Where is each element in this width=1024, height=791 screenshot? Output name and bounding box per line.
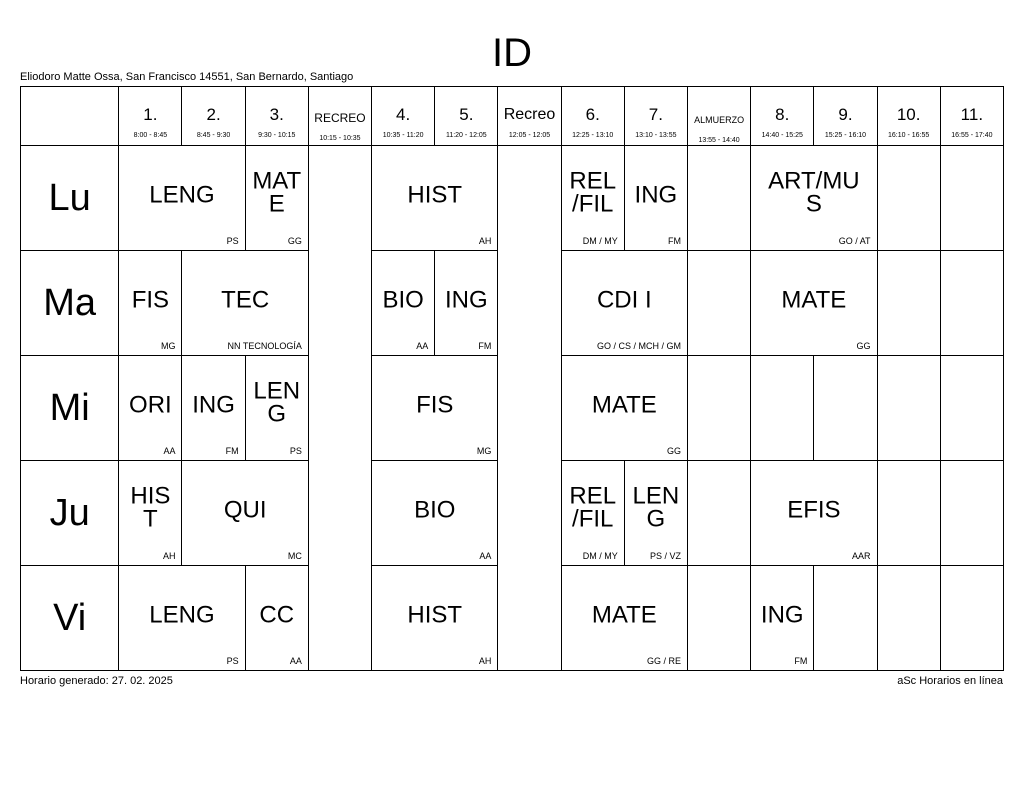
lesson-cell bbox=[561, 146, 624, 251]
teacher-label: AA bbox=[416, 341, 429, 351]
subject-label: MATE bbox=[781, 286, 847, 314]
period-time: 13:10 - 13:55 bbox=[635, 132, 677, 139]
subject-label: BIO bbox=[382, 286, 424, 314]
period-time: 9:30 - 10:15 bbox=[258, 132, 296, 139]
subject-label: QUI bbox=[223, 496, 267, 524]
day-label: Ma bbox=[21, 251, 119, 356]
subject-label: LEN G bbox=[253, 377, 301, 428]
break-column bbox=[308, 146, 371, 671]
period-time: 15:25 - 16:10 bbox=[824, 132, 867, 139]
empty-cell bbox=[877, 251, 940, 356]
subject-label: MATE bbox=[591, 391, 657, 419]
period-number: 1. bbox=[143, 105, 158, 124]
subject-label: LENG bbox=[149, 601, 215, 629]
period-header bbox=[624, 87, 687, 146]
period-time: 12:05 - 12:05 bbox=[508, 132, 551, 139]
brand-credit: aSc Horarios en línea bbox=[897, 675, 1003, 687]
break-column bbox=[498, 146, 561, 671]
period-number: 4. bbox=[396, 105, 411, 124]
subject-label: LEN G bbox=[632, 482, 680, 533]
lesson-cell bbox=[372, 461, 498, 566]
teacher-label: GG bbox=[666, 446, 681, 456]
teacher-label: DM / MY bbox=[582, 551, 618, 561]
empty-cell bbox=[687, 146, 750, 251]
day-label: Lu bbox=[21, 146, 119, 251]
period-time: 14:40 - 15:25 bbox=[761, 132, 803, 139]
empty-cell bbox=[940, 566, 1003, 671]
period-number: 8. bbox=[775, 105, 790, 124]
teacher-label: AA bbox=[289, 656, 302, 666]
teacher-label: FM bbox=[478, 341, 492, 351]
subject-label: ART/MU S bbox=[768, 167, 860, 218]
lesson-cell bbox=[245, 146, 308, 251]
subject-label: ORI bbox=[129, 391, 172, 419]
empty-cell bbox=[940, 461, 1003, 566]
period-time: 11:20 - 12:05 bbox=[445, 132, 487, 139]
empty-cell bbox=[751, 356, 814, 461]
teacher-label: AA bbox=[163, 446, 176, 456]
period-header bbox=[814, 87, 877, 146]
teacher-label: AAR bbox=[852, 551, 871, 561]
lesson-cell bbox=[182, 251, 308, 356]
lesson-cell bbox=[119, 146, 245, 251]
lesson-cell bbox=[561, 251, 687, 356]
subject-label: FIS bbox=[416, 391, 454, 419]
teacher-label: NN TECNOLOGÍA bbox=[227, 341, 302, 351]
teacher-label: MG bbox=[160, 341, 176, 351]
subject-label: ING bbox=[760, 601, 804, 629]
subject-label: HIST bbox=[407, 601, 463, 629]
empty-cell bbox=[877, 461, 940, 566]
empty-cell bbox=[814, 566, 877, 671]
day-row-lu bbox=[21, 146, 1004, 251]
period-number: Recreo bbox=[503, 106, 556, 123]
lesson-cell bbox=[119, 356, 182, 461]
lesson-cell bbox=[624, 461, 687, 566]
period-time: 10:35 - 11:20 bbox=[382, 132, 424, 139]
empty-cell bbox=[877, 566, 940, 671]
period-time: 13:55 - 14:40 bbox=[698, 137, 740, 144]
school-address: Eliodoro Matte Ossa, San Francisco 14551, San Bernardo, Santiago bbox=[20, 71, 354, 83]
period-header bbox=[877, 87, 940, 146]
empty-cell bbox=[687, 356, 750, 461]
subject-label: ING bbox=[634, 181, 678, 209]
subject-label: MATE bbox=[591, 601, 657, 629]
subject-label: MAT E bbox=[252, 167, 302, 218]
subject-label: TEC bbox=[221, 286, 270, 314]
period-header bbox=[245, 87, 308, 146]
teacher-label: GG / RE bbox=[646, 656, 681, 666]
teacher-label: MC bbox=[287, 551, 302, 561]
break-header bbox=[308, 87, 371, 146]
teacher-label: GO / AT bbox=[838, 236, 871, 246]
subject-label: CDI I bbox=[596, 286, 652, 314]
day-label: Ju bbox=[21, 461, 119, 566]
lesson-cell bbox=[751, 566, 814, 671]
period-number: 7. bbox=[648, 105, 663, 124]
period-number: 9. bbox=[838, 105, 853, 124]
subject-label: HIS T bbox=[130, 482, 171, 533]
generated-date: Horario generado: 27. 02. 2025 bbox=[20, 675, 173, 687]
teacher-label: PS / VZ bbox=[649, 551, 681, 561]
period-time: 10:15 - 10:35 bbox=[319, 135, 361, 142]
period-header-row bbox=[21, 87, 1004, 146]
teacher-label: GO / CS / MCH / GM bbox=[596, 341, 681, 351]
lesson-cell bbox=[372, 566, 498, 671]
subject-label: EFIS bbox=[787, 496, 841, 524]
empty-cell bbox=[940, 251, 1003, 356]
teacher-label: FM bbox=[225, 446, 239, 456]
empty-cell bbox=[877, 356, 940, 461]
period-header bbox=[561, 87, 624, 146]
period-time: 8:45 - 9:30 bbox=[196, 132, 231, 139]
period-number: RECREO bbox=[314, 111, 366, 125]
subject-label: REL /FIL bbox=[569, 482, 617, 533]
lesson-cell bbox=[119, 461, 182, 566]
period-number: ALMUERZO bbox=[694, 115, 745, 125]
lesson-cell bbox=[119, 251, 182, 356]
period-header bbox=[182, 87, 245, 146]
period-time: 8:00 - 8:45 bbox=[133, 132, 168, 139]
period-number: 11. bbox=[960, 105, 984, 124]
lesson-cell bbox=[561, 566, 687, 671]
lesson-cell bbox=[245, 566, 308, 671]
period-header bbox=[119, 87, 182, 146]
subject-label: FIS bbox=[131, 286, 170, 314]
lesson-cell bbox=[561, 461, 624, 566]
period-time: 16:55 - 17:40 bbox=[951, 132, 993, 139]
period-header bbox=[372, 87, 435, 146]
lesson-cell bbox=[561, 356, 687, 461]
period-number: 6. bbox=[585, 105, 600, 124]
subject-label: CC bbox=[259, 601, 295, 629]
subject-label: BIO bbox=[414, 496, 456, 524]
lesson-cell bbox=[624, 146, 687, 251]
corner-cell bbox=[21, 87, 119, 146]
lesson-cell bbox=[435, 251, 498, 356]
empty-cell bbox=[940, 356, 1003, 461]
teacher-label: PS bbox=[289, 446, 302, 456]
timetable bbox=[20, 86, 1004, 671]
subject-label: HIST bbox=[407, 181, 463, 209]
lunch-header bbox=[687, 87, 750, 146]
period-number: 3. bbox=[269, 105, 284, 124]
lesson-cell bbox=[751, 461, 877, 566]
teacher-label: AH bbox=[478, 656, 492, 666]
lesson-cell bbox=[751, 251, 877, 356]
break-header bbox=[498, 87, 561, 146]
day-label: Mi bbox=[21, 356, 119, 461]
teacher-label: AA bbox=[479, 551, 492, 561]
empty-cell bbox=[877, 146, 940, 251]
teacher-label: PS bbox=[226, 656, 239, 666]
teacher-label: AH bbox=[162, 551, 176, 561]
empty-cell bbox=[940, 146, 1003, 251]
empty-cell bbox=[687, 566, 750, 671]
lesson-cell bbox=[372, 251, 435, 356]
period-header bbox=[940, 87, 1003, 146]
lesson-cell bbox=[182, 461, 308, 566]
teacher-label: GG bbox=[856, 341, 871, 351]
teacher-label: GG bbox=[287, 236, 302, 246]
empty-cell bbox=[687, 461, 750, 566]
lesson-cell bbox=[245, 356, 308, 461]
period-number: 2. bbox=[206, 105, 221, 124]
teacher-label: AH bbox=[478, 236, 492, 246]
teacher-label: FM bbox=[667, 236, 681, 246]
teacher-label: PS bbox=[226, 236, 239, 246]
empty-cell bbox=[687, 251, 750, 356]
teacher-label: DM / MY bbox=[582, 236, 618, 246]
period-time: 16:10 - 16:55 bbox=[888, 132, 930, 139]
period-number: 10. bbox=[896, 105, 921, 124]
subject-label: ING bbox=[192, 391, 235, 419]
day-label: Vi bbox=[21, 566, 119, 671]
lesson-cell bbox=[119, 566, 245, 671]
subject-label: LENG bbox=[149, 181, 215, 209]
period-header bbox=[435, 87, 498, 146]
page-title: ID bbox=[492, 31, 532, 75]
period-header bbox=[751, 87, 814, 146]
teacher-label: MG bbox=[476, 446, 492, 456]
period-number: 5. bbox=[459, 105, 474, 124]
teacher-label: FM bbox=[794, 656, 808, 666]
lesson-cell bbox=[372, 146, 498, 251]
lesson-cell bbox=[372, 356, 498, 461]
lesson-cell bbox=[751, 146, 877, 251]
subject-label: REL /FIL bbox=[569, 167, 617, 218]
lesson-cell bbox=[182, 356, 245, 461]
subject-label: ING bbox=[444, 286, 488, 314]
period-time: 12:25 - 13:10 bbox=[572, 132, 614, 139]
empty-cell bbox=[814, 356, 877, 461]
